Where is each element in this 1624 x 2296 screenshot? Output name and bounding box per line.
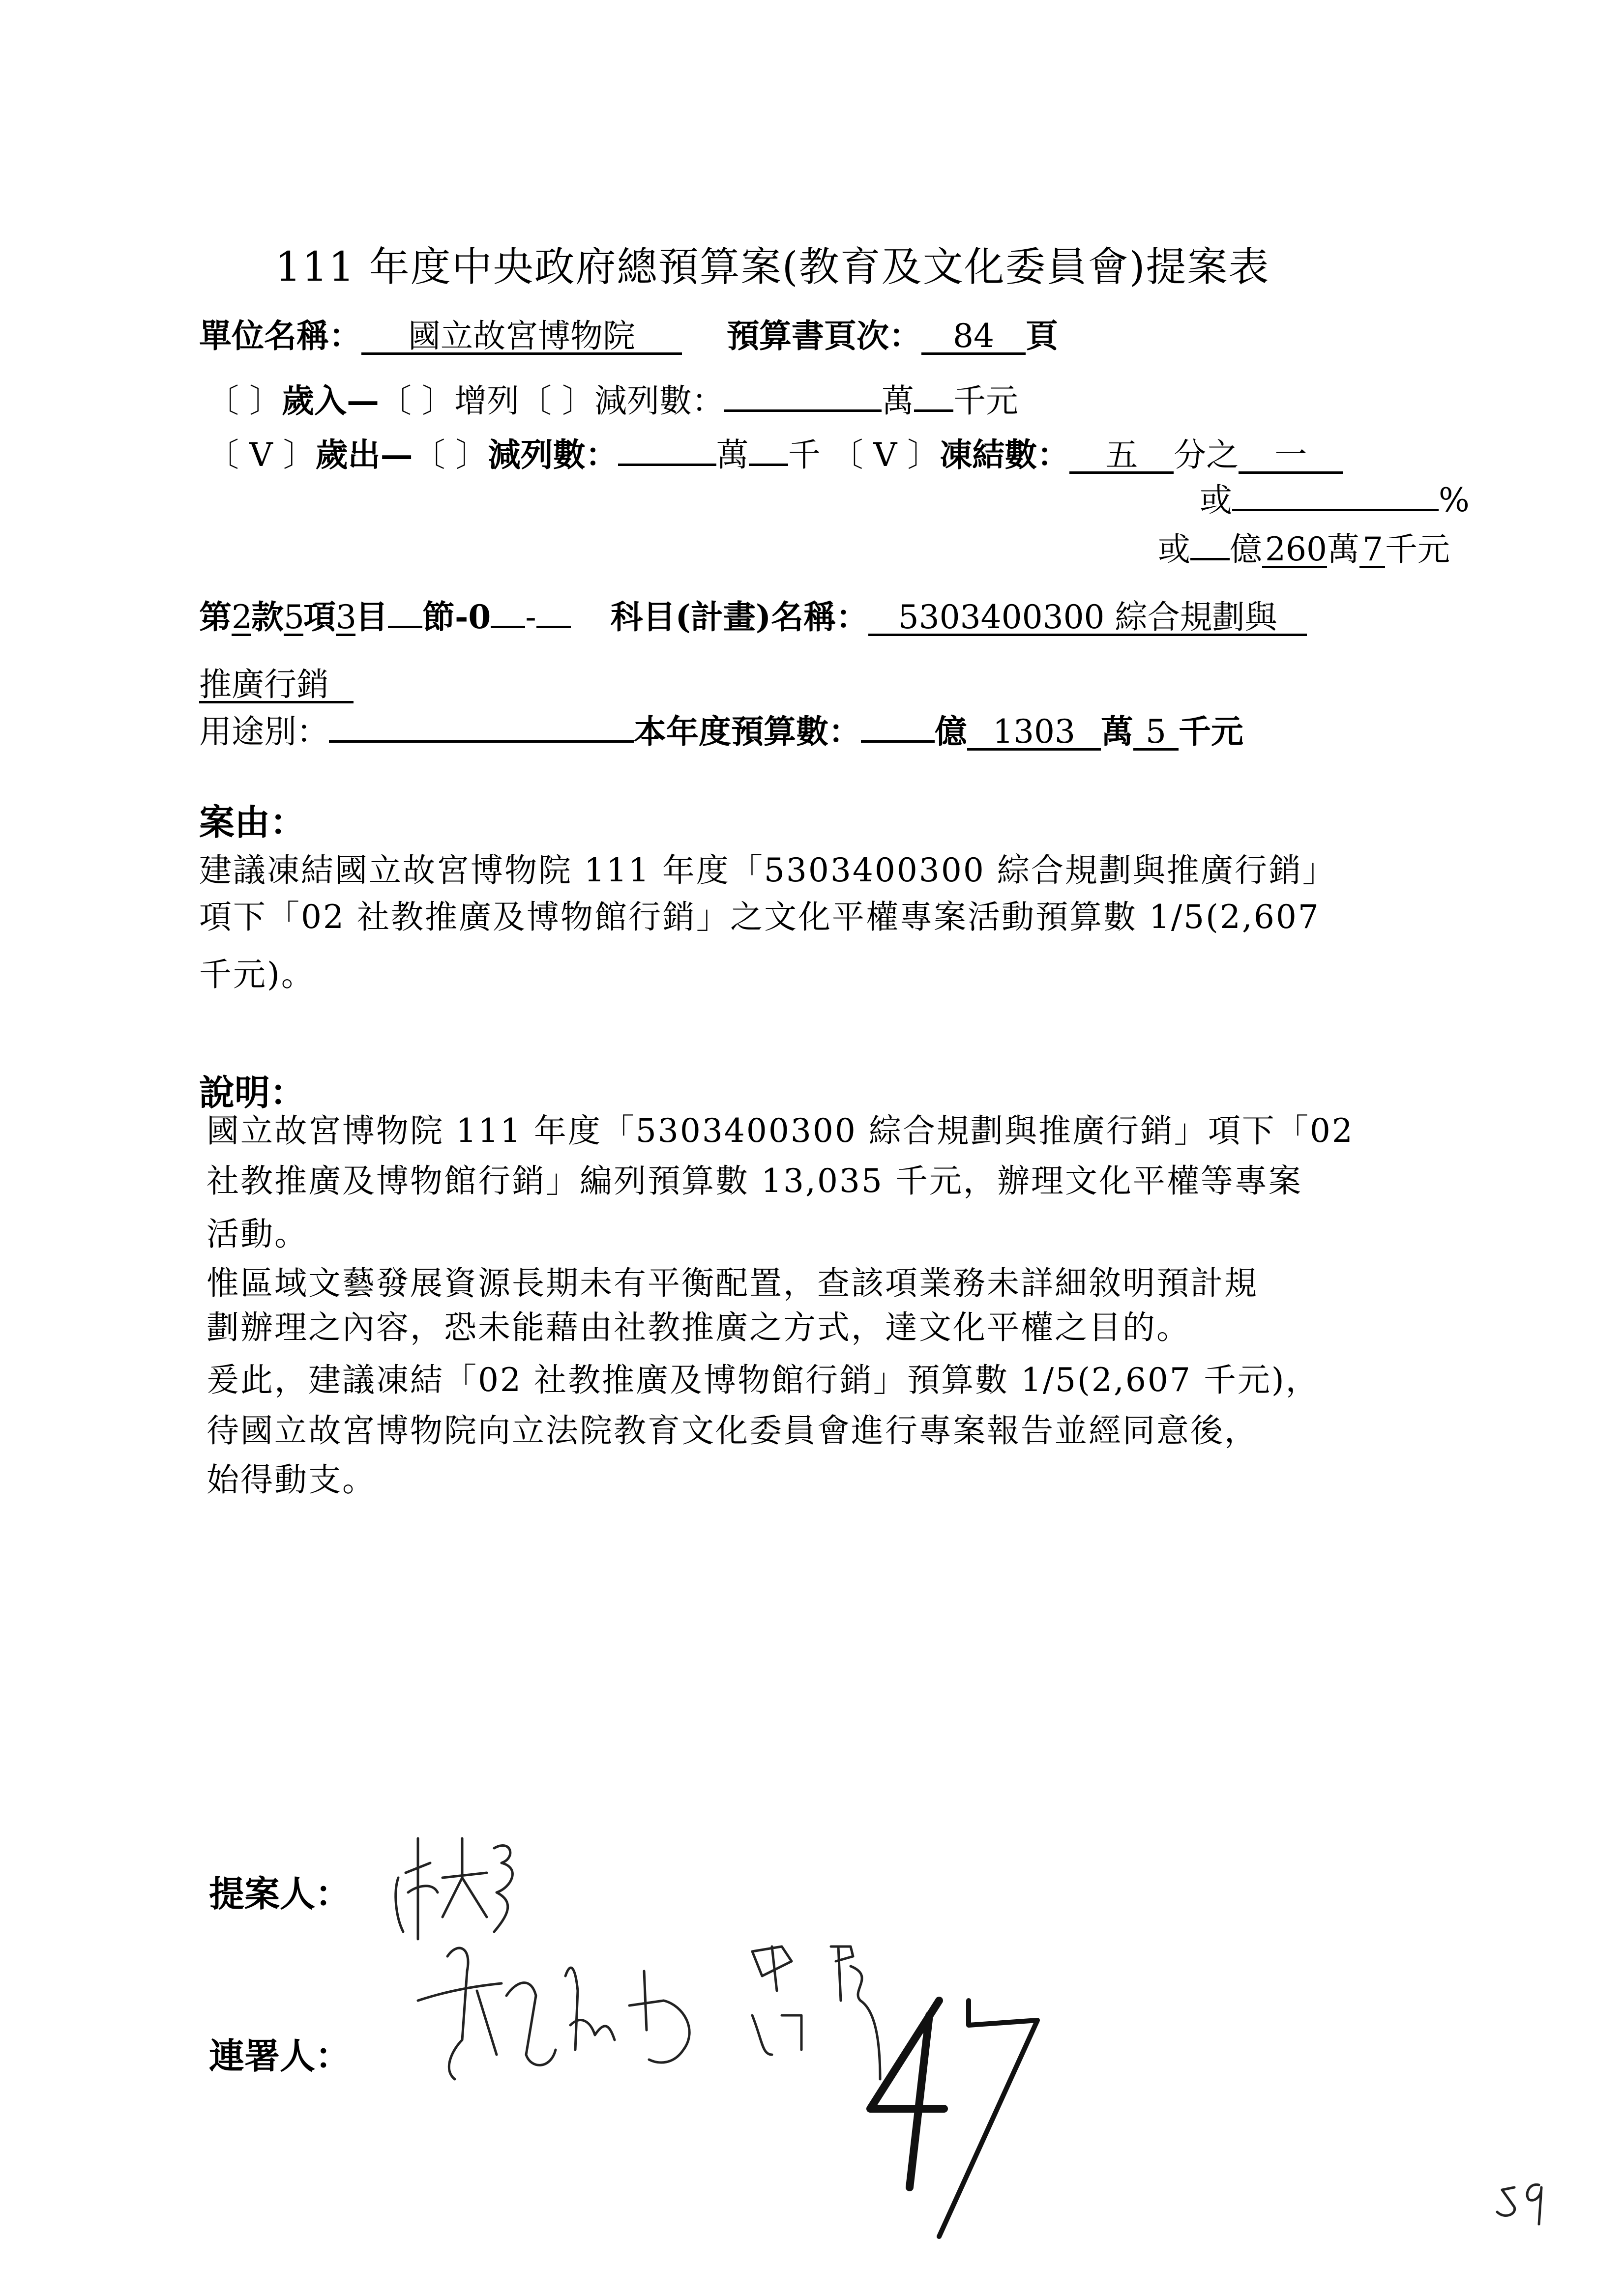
wan-label: 萬: [1327, 530, 1359, 568]
expense-qian: 千: [788, 436, 821, 474]
freeze-numerator: 一: [1239, 439, 1343, 474]
explanation-line: 爰此，建議凍結「02 社教推廣及博物館行銷」預算數 1/5(2,607 千元)，: [207, 1361, 1320, 1399]
freeze-checkbox[interactable]: 〔 V 〕: [830, 436, 940, 474]
xiang-value: 5: [284, 598, 304, 636]
page-label: 預算書頁次：: [726, 317, 921, 355]
expense-wan: 萬: [716, 436, 749, 474]
jie-sub-blank[interactable]: [491, 626, 525, 628]
mu-value: 3: [336, 598, 356, 636]
freeze-qian-value: 7: [1359, 533, 1385, 568]
reason-line: 千元)。: [199, 956, 315, 993]
budget-wan-value: 1303: [967, 716, 1101, 751]
unit-label: 單位名稱：: [199, 317, 361, 355]
subject-label: 科目(計畫)名稱：: [610, 598, 869, 636]
budget-qian-value: 5: [1133, 716, 1179, 751]
explanation-line: 活動。: [207, 1215, 308, 1253]
use-label: 用途別：: [199, 713, 329, 751]
di-label: 第: [199, 598, 232, 636]
revenue-label: 歲入—: [281, 381, 379, 420]
reason-line: 項下「02 社教推廣及博物館行銷」之文化平權專案活動預算數 1/5(2,607: [199, 898, 1320, 936]
freeze-denominator: 五: [1069, 439, 1174, 474]
explanation-line: 始得動支。: [207, 1461, 376, 1499]
add-label: 增列: [454, 382, 519, 420]
explanation-line: 待國立故宮博物院向立法院教育文化委員會進行專案報告並經同意後，: [207, 1412, 1258, 1450]
yi-label: 億: [1230, 530, 1262, 568]
explanation-line: 惟區域文藝發展資源長期未有平衡配置，查該項業務未詳細敘明預計規: [207, 1264, 1258, 1302]
explanation-line: 社教推廣及博物館行銷」編列預算數 13,035 千元，辦理文化平權等專案: [207, 1162, 1302, 1200]
document-title: 111 年度中央政府總預算案(教育及文化委員會)提案表: [275, 244, 1270, 291]
subject-continuation: [199, 668, 354, 703]
reason-line: 建議凍結國立故宮博物院 111 年度「5303400300 綜合規劃與推廣行銷」: [199, 851, 1336, 889]
explanation-heading: 說明：: [199, 1072, 306, 1113]
unit-row: [199, 317, 1058, 355]
qian-yuan-label: 千元: [1385, 530, 1450, 568]
expense-qian-blank[interactable]: [749, 464, 788, 466]
budget-wan: 萬: [1101, 712, 1133, 751]
use-row: [199, 712, 1243, 751]
revenue-checkbox[interactable]: 〔 〕: [207, 382, 282, 420]
revenue-wan-blank[interactable]: [724, 409, 882, 412]
or-label: 或: [1200, 481, 1232, 519]
expense-checkbox[interactable]: 〔 V 〕: [207, 436, 316, 474]
revenue-qian-blank[interactable]: [914, 409, 953, 412]
page-number: [1495, 2178, 1554, 2227]
or-label-2: 或: [1158, 530, 1190, 568]
explanation-line: 劃辦理之內容，恐未能藉由社教推廣之方式，達文化平權之目的。: [207, 1308, 1190, 1346]
or-percent-row: [1200, 481, 1470, 519]
percent-blank[interactable]: [1232, 509, 1439, 511]
mu-label: 目: [355, 598, 388, 636]
budget-yi: 億: [935, 712, 967, 751]
dash-label: -: [525, 598, 536, 636]
freeze-wan-value: 260: [1262, 533, 1327, 568]
subject-value-line1: 5303400300 綜合規劃與: [868, 601, 1307, 636]
fraction-word: 分之: [1174, 436, 1239, 474]
proposer-label: 提案人：: [209, 1873, 351, 1915]
expense-reduce-label: 減列數：: [488, 436, 618, 474]
or-amount-row: [1158, 530, 1450, 568]
revenue-qian-yuan: 千元: [953, 382, 1018, 420]
expense-row: [207, 438, 1343, 474]
expense-label: 歲出—: [315, 436, 413, 474]
page-value: 84: [921, 320, 1026, 355]
kuan-label: 款: [251, 598, 284, 636]
expense-reduce-checkbox[interactable]: 〔 〕: [413, 436, 488, 474]
expense-wan-blank[interactable]: [618, 464, 716, 466]
budget-yi-blank[interactable]: [861, 740, 935, 743]
reduce-checkbox[interactable]: 〔 〕: [519, 382, 594, 420]
add-checkbox[interactable]: 〔 〕: [379, 382, 454, 420]
reason-heading: 案由：: [199, 801, 306, 843]
jie-sub-blank-2[interactable]: [536, 626, 571, 628]
percent-sign: %: [1439, 481, 1470, 519]
handwritten-number: [851, 1981, 1057, 2256]
freeze-label: 凍結數：: [940, 436, 1070, 474]
item-row: [199, 598, 1307, 636]
jie-label: 節-0: [422, 598, 491, 636]
budget-qian-yuan: 千元: [1179, 712, 1243, 751]
use-blank[interactable]: [329, 740, 634, 743]
budget-label: 本年度預算數：: [634, 712, 861, 751]
explanation-line: 國立故宮博物院 111 年度「5303400300 綜合規劃與推廣行銷」項下「02: [207, 1112, 1354, 1150]
yi-blank[interactable]: [1190, 558, 1230, 560]
subject-value-line2: 推廣行銷: [199, 668, 354, 703]
xiang-label: 項: [303, 598, 336, 636]
page-suffix: 頁: [1025, 317, 1058, 355]
jie-blank[interactable]: [388, 626, 422, 628]
reduce-label: 減列數：: [594, 382, 724, 420]
cosigner-label: 連署人：: [209, 2035, 351, 2077]
kuan-value: 2: [232, 598, 252, 636]
revenue-row: [207, 381, 1018, 420]
revenue-wan: 萬: [881, 382, 914, 420]
unit-value: 國立故宮博物院: [361, 320, 682, 355]
